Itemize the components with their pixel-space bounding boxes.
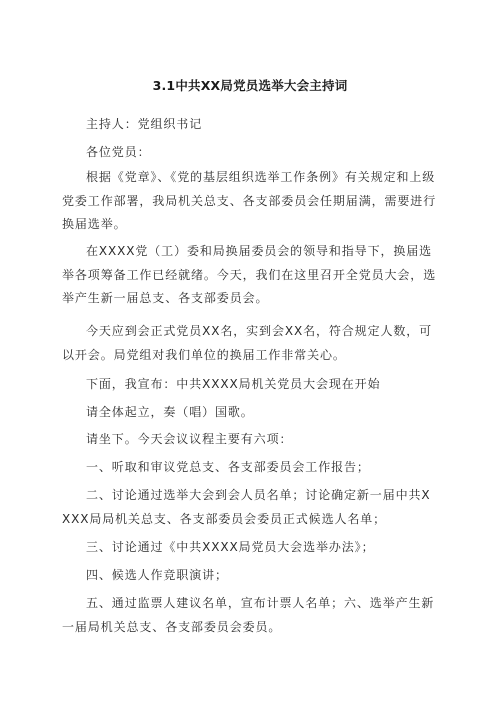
document-title: 3.1中共XX局党员选举大会主持词 bbox=[152, 78, 348, 93]
agenda-intro-line: 请坐下。今天会议议程主要有六项： bbox=[86, 432, 293, 446]
greeting-line: 各位党员： bbox=[86, 145, 151, 159]
host-line: 主持人：党组织书记 bbox=[86, 117, 203, 131]
agenda-item-5-6: 五、通过监票人建议名单，宣布计票人名单；六、选举产生新一届局机关总支、各支部委员会委员。 bbox=[62, 596, 435, 634]
paragraph-preparation: 在XXXX党（工）委和局换届委员会的领导和指导下，换届选举各项筹备工作已经就绪。今天，我们在这里召开全党员大会，选举产生新一届总支、各支部委员会。 bbox=[62, 244, 437, 305]
paragraph-basis: 根据《党章》、《党的基层组织选举工作条例》有关规定和上级党委工作部署，我局机关总支、各支部委员会任期届满，需要进行换届选举。 bbox=[62, 170, 437, 231]
paragraph-attendance: 今天应到会正式党员XX名，实到会XX名，符合规定人数，可以开会。局党组对我们单位的换届工作非常关心。 bbox=[62, 324, 433, 362]
agenda-item-4: 四、候选人作竞职演讲； bbox=[86, 568, 228, 582]
anthem-line: 请全体起立，奏（唱）国歌。 bbox=[86, 405, 254, 419]
agenda-item-3: 三、讨论通过《中共XXXX局党员大会选举办法》； bbox=[86, 540, 375, 554]
agenda-item-2: 二、讨论通过选举大会到会人员名单；讨论确定新一届中共XXXX局局机关总支、各支部委员会委员正式候选人名单； bbox=[62, 488, 431, 526]
agenda-item-1: 一、听取和审议党总支、各支部委员会工作报告； bbox=[86, 460, 370, 474]
announcement-line: 下面，我宣布：中共XXXX局机关党员大会现在开始 bbox=[86, 377, 381, 391]
